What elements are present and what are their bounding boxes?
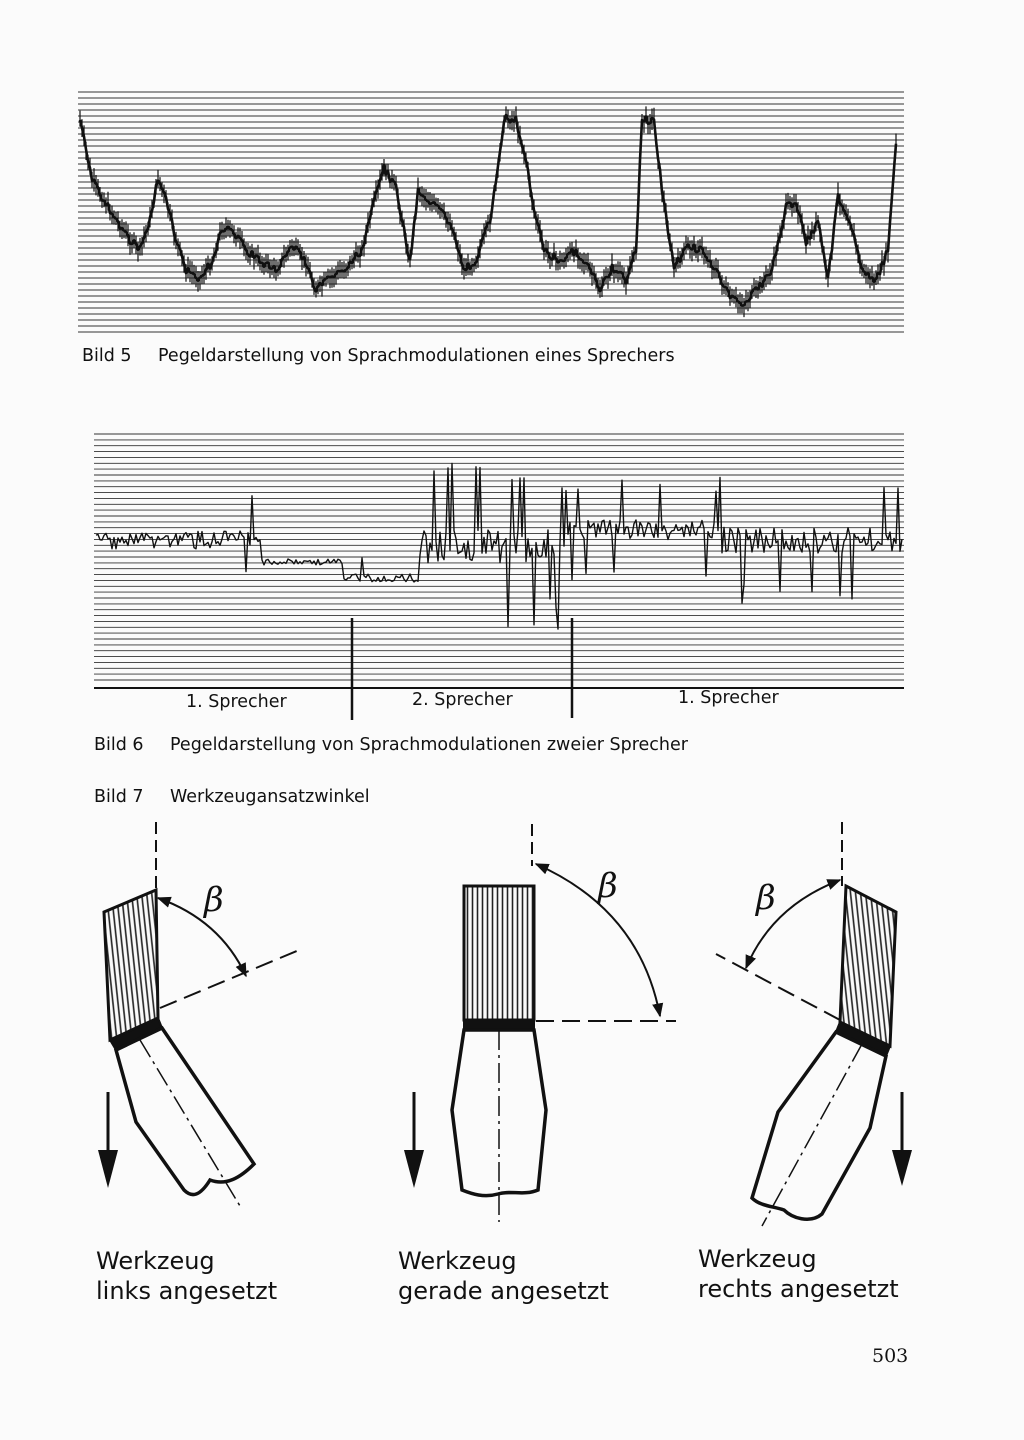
bild6-caption-text: Pegeldarstellung von Sprachmodulationen zweier Sprecher [170,735,688,755]
tool-left-angle-line [160,948,304,1008]
bild5-caption-text: Pegeldarstellung von Sprachmodulationen eines Sprechers [158,346,675,366]
tool-left-blade [104,890,158,1040]
tool-right-feed-arrowhead [892,1150,912,1186]
tool-center-label-line2: gerade angesetzt [398,1277,609,1305]
tool-left-feed-arrowhead [98,1150,118,1188]
page-number: 503 [872,1345,909,1367]
bild6-number: Bild 6 [94,735,144,755]
speaker-label-1: 1. Sprecher [186,692,287,712]
tool-center-label-line1: Werkzeug [398,1247,517,1275]
tool-right-label [698,1244,899,1304]
speaker-label-3: 1. Sprecher [678,688,779,708]
bild5-number: Bild 5 [82,346,132,366]
tool-left-shank [116,1028,254,1195]
tool-left-label-line1: Werkzeug [96,1247,215,1275]
tool-right-label-line1: Werkzeug [698,1245,817,1273]
tool-center-blade [464,886,534,1020]
tool-left-angle-symbol: β [204,880,224,920]
tool-right-shank [752,1032,886,1219]
tool-right-angle-symbol: β [756,878,776,918]
bild7-caption-text: Werkzeugansatzwinkel [170,787,370,807]
tool-center-label [398,1246,609,1306]
bild7-number: Bild 7 [94,787,144,807]
tool-right-label-line2: rechts angesetzt [698,1275,899,1303]
tool-center-feed-arrowhead [404,1150,424,1188]
speaker-label-2: 2. Sprecher [412,690,513,710]
tool-center-angle-symbol: β [598,866,618,906]
tool-right-blade [840,886,896,1046]
tool-left-label-line2: links angesetzt [96,1277,278,1305]
tool-center [404,824,676,1222]
tool-left-angle-arc [158,898,246,976]
tool-left-label [96,1246,277,1306]
tool-right [716,822,912,1226]
tool-right-angle-line [716,954,840,1020]
tool-left [98,822,304,1206]
